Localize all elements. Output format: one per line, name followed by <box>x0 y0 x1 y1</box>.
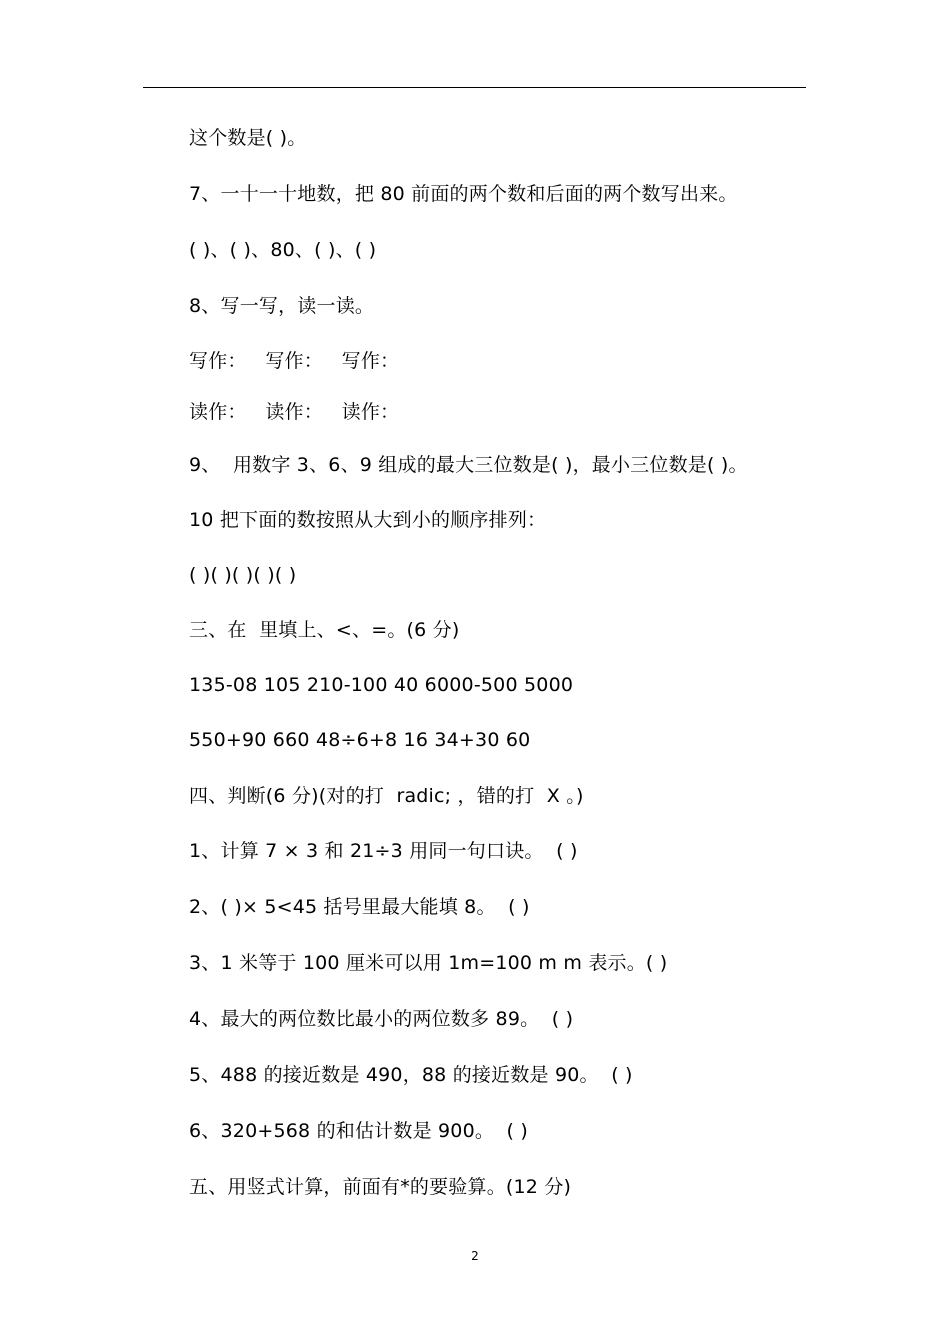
read-line: 读作： 读作： 读作： <box>189 401 400 423</box>
judgement-1: 1、计算 7 × 3 和 21÷3 用同一句口诀。 ( ) <box>189 840 578 862</box>
comparison-row-1: 135-08 105 210-100 40 6000-500 5000 <box>189 674 574 696</box>
comparison-row-2: 550+90 660 48÷6+8 16 34+30 60 <box>189 729 531 751</box>
question-8: 8、写一写，读一读。 <box>189 295 375 317</box>
judgement-3: 3、1 米等于 100 厘米可以用 1m=100 m m 表示。( ) <box>189 952 668 974</box>
section-5-heading: 五、用竖式计算，前面有*的要验算。(12 分) <box>189 1176 572 1198</box>
judgement-5: 5、488 的接近数是 490，88 的接近数是 90。 ( ) <box>189 1064 633 1086</box>
judgement-2: 2、( )× 5<45 括号里最大能填 8。 ( ) <box>189 896 530 918</box>
write-line: 写作： 写作： 写作： <box>189 350 400 372</box>
header-rule <box>143 87 806 88</box>
judgement-6: 6、320+568 的和估计数是 900。 ( ) <box>189 1120 529 1142</box>
answer-line-7: ( )、( )、80、( )、( ) <box>189 239 377 261</box>
question-9: 9、 用数字 3、6、9 组成的最大三位数是( )，最小三位数是( )。 <box>189 454 748 476</box>
section-4-heading: 四、判断(6 分)(对的打 radic; ，错的打 X 。) <box>189 785 584 807</box>
question-7: 7、一十一十地数，把 80 前面的两个数和后面的两个数写出来。 <box>189 183 738 205</box>
section-3-heading: 三、在 里填上、<、=。(6 分) <box>189 619 460 641</box>
judgement-4: 4、最大的两位数比最小的两位数多 89。 ( ) <box>189 1008 574 1030</box>
answer-line-10: ( )( )( )( )( ) <box>189 564 297 586</box>
page-number: 2 <box>471 1249 479 1263</box>
question-10: 10 把下面的数按照从大到小的顺序排列： <box>189 509 547 531</box>
text-line: 这个数是( )。 <box>189 127 307 149</box>
